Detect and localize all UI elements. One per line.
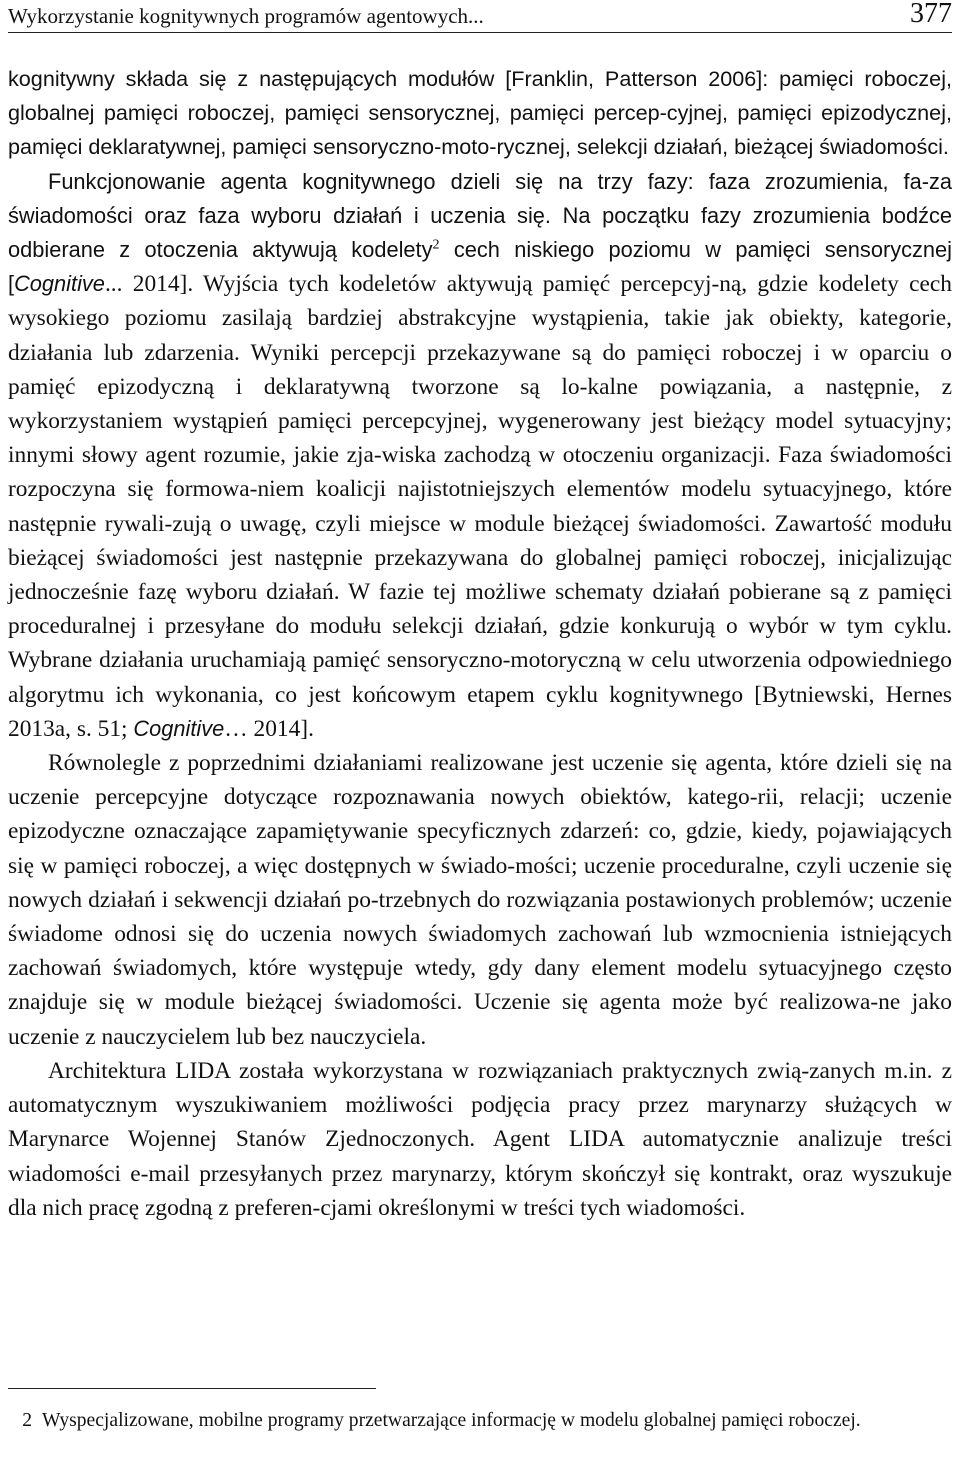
running-header [8,0,952,33]
footnote-ref: 2 [432,236,440,253]
body-text [8,62,952,1225]
paragraph-learning: Równolegle z poprzednimi działaniami realizowane jest uczenie się agenta, które dzieli się na uczenie percepcyjne dotyczące rozpoznawania nowych obiektów, katego-rii, relacji; uczenie epizodyczne oznaczające zapamiętywanie specyficznych zdarzeń: co, gdzie, kiedy, pojawiających się w pamięci roboczej, a więc dostępnych w świado-mości; uczenie proceduralne, czyli uczenie się nowych działań i sekwencji działań po-trzebnych do rozwiązania postawionych problemów; uczenie świadome odnosi się do uczenia nowych świadomych zachowań lub wzmocnienia istniejących zachowań świadomych, które występuje wtedy, gdy dany element modelu sytuacyjnego często znajduje się w module bieżącej świadomości. Uczenie się agenta może być realizowa-ne jako uczenie z nauczycielem lub bez nauczyciela. [8,750,952,1050]
footnote [8,1406,952,1435]
footnote-text: Wyspecjalizowane, mobilne programy przetwarzające informację w modelu globalnej pamięci roboczej. [42,1410,861,1431]
phases-text-part1: Funkcjonowanie agenta kognitywnego dzieli się na trzy fazy: faza zrozumienia, fa-za świadomości oraz faza wyboru działań i uczenia się. Na początku fazy zrozumienia bodźce odbierane z otoczenia aktywują kodelety [8,168,952,263]
paragraph-agent-phases [8,165,952,746]
phases-text-part2: cech niskiego poziomu w pamięci sensorycznej [ [8,237,952,297]
phases-text-part4: … 2014]. [224,715,314,742]
phases-text-part3: ... 2014]. Wyjścia tych kodeletów aktywują pamięć percepcyj-ną, gdzie kodelety cech wysokiego poziomu zasilają bardziej abstrakcyjne wystąpienia, takie jak obiekty, kategorie, działania lub zdarzenia. Wyniki percepcji przekazywane są do pamięci roboczej i w oparciu o pamięć epizodyczną i deklaratywną tworzone są lo-kalne powiązania, a następnie, z wykorzystaniem wystąpień pamięci percepcyjnej, wygenerowany jest bieżący model sytuacyjny; innymi słowy agent rozumie, jakie zja-wiska zachodzą w otoczeniu organizacji. Faza świadomości rozpoczyna się formowa-niem koalicji najistotniejszych elementów modelu sytuacyjnego, które następnie rywali-zują o uwagę, czyli miejsce w module bieżącej świadomości. Zawartość modułu bieżącej świadomości jest następnie przekazywana do globalnej pamięci roboczej, inicjalizując jednocześnie fazę wyboru działań. W fazie tej możliwe schematy działań pobierane są z pamięci proceduralnej i przesyłane do modułu selekcji działań, gdzie konkurują o wybór w tym cyklu. Wybrane działania uruchamiają pamięć sensoryczno-motoryczną w celu utworzenia odpowiedniego algorytmu ich wykonania, co jest końcowym etapem cyklu kognitywnego [Bytniewski, Hernes 2013a, s. 51; [8,271,952,742]
page-number: 377 [910,0,952,29]
footnote-number: 2 [22,1410,32,1431]
running-title: Wykorzystanie kognitywnych programów agentowych... [8,4,484,28]
citation-italic-2: Cognitive [133,715,225,741]
paragraph-module-list: kognitywny składa się z następujących modułów [Franklin, Patterson 2006]: pamięci roboczej, globalnej pamięci roboczej, pamięci sensorycznej, pamięci percep-cyjnej, pamięci epizodycznej, pamięci deklaratywnej, pamięci sensoryczno-moto-rycznej, selekcji działań, bieżącej świadomości. [8,66,952,160]
footnote-separator [8,1388,376,1389]
paragraph-lida-applications: Architektura LIDA została wykorzystana w rozwiązaniach praktycznych zwią-zanych m.in. z automatycznym wyszukiwaniem możliwości podjęcia pracy przez marynarzy służących w Marynarce Wojennej Stanów Zjednoczonych. Agent LIDA automatycznie analizuje treści wiadomości e-mail przesyłanych przez marynarzy, którym skończył się kontrakt, oraz wyszukuje dla nich pracę zgodną z preferen-cjami określonymi w treści tych wiadomości. [8,1057,952,1221]
citation-italic: Cognitive [14,271,105,297]
